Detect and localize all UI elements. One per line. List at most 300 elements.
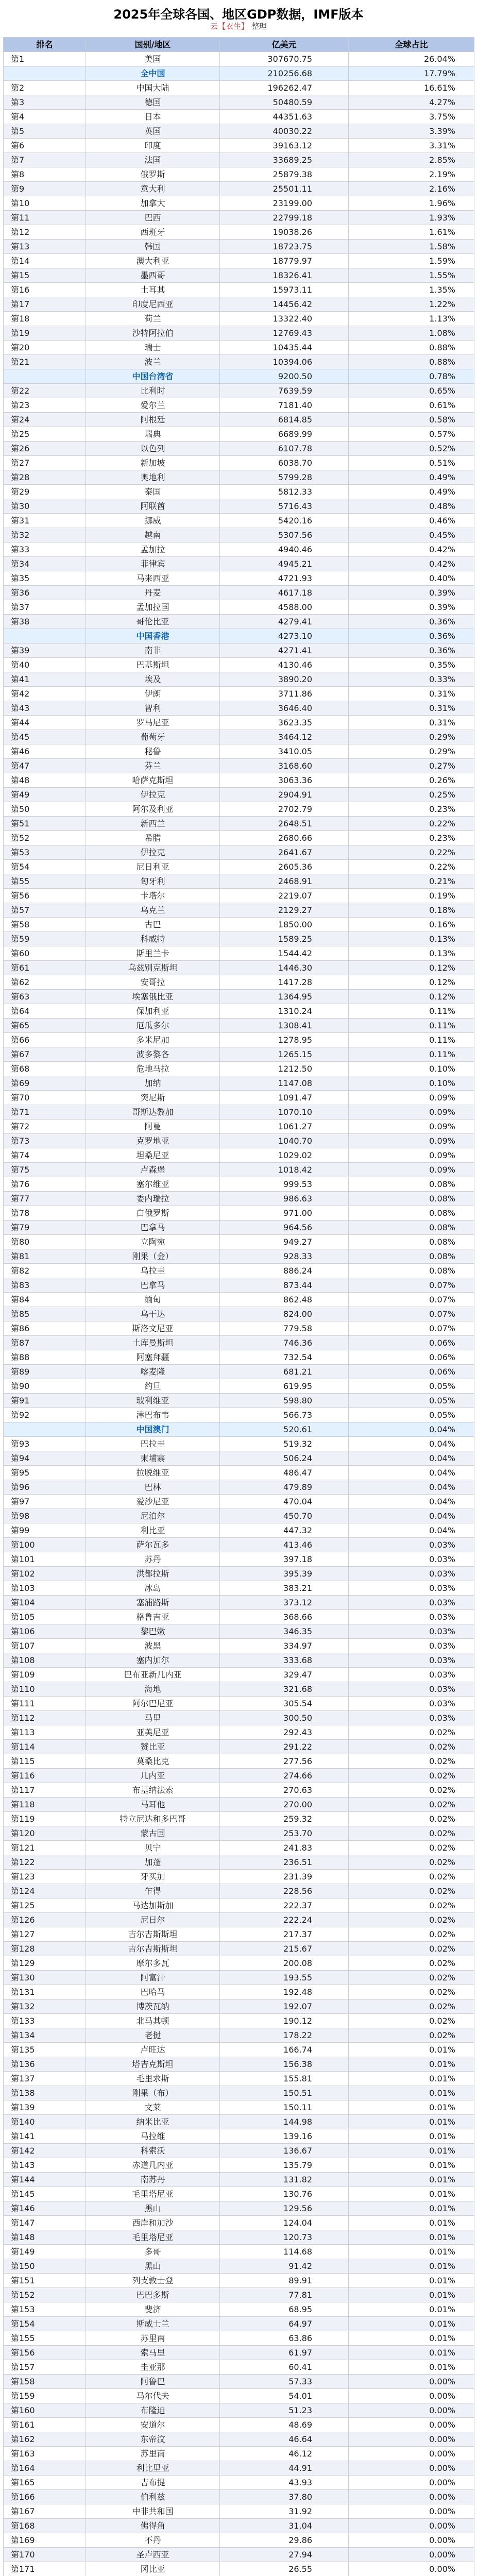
table-row bbox=[4, 1942, 474, 1956]
table-cell-country: 菲律宾 bbox=[86, 557, 220, 571]
table-cell-share: 0.02% bbox=[349, 1740, 474, 1754]
table-cell-rank: 第166 bbox=[4, 2490, 86, 2504]
table-cell-rank: 第87 bbox=[4, 1336, 86, 1350]
table-cell-rank: 第122 bbox=[4, 1855, 86, 1870]
table-cell-country: 索马里 bbox=[86, 2346, 220, 2360]
table-cell-share: 0.19% bbox=[349, 889, 474, 903]
table-cell-rank: 第94 bbox=[4, 1451, 86, 1466]
table-cell-gdp: 395.39 bbox=[220, 1567, 349, 1581]
table-cell-gdp: 57.33 bbox=[220, 2375, 349, 2389]
table-cell-country: 圣卢西亚 bbox=[86, 2548, 220, 2562]
table-row bbox=[4, 1307, 474, 1321]
table-cell-country: 英国 bbox=[86, 124, 220, 139]
table-cell-country: 西班牙 bbox=[86, 225, 220, 240]
table-cell-share: 0.01% bbox=[349, 2158, 474, 2173]
table-cell-share: 0.11% bbox=[349, 1033, 474, 1047]
table-cell-rank: 第59 bbox=[4, 932, 86, 946]
table-cell-rank: 第159 bbox=[4, 2389, 86, 2403]
table-cell-gdp: 4940.46 bbox=[220, 543, 349, 557]
table-row bbox=[4, 1812, 474, 1826]
table-cell-share: 0.03% bbox=[349, 1682, 474, 1697]
table-cell-gdp: 1364.95 bbox=[220, 990, 349, 1004]
table-row bbox=[4, 831, 474, 845]
table-cell-share: 2.19% bbox=[349, 167, 474, 182]
table-cell-rank: 第151 bbox=[4, 2274, 86, 2288]
table-row bbox=[4, 2533, 474, 2548]
table-cell-gdp: 291.22 bbox=[220, 1740, 349, 1754]
table-cell-rank: 第90 bbox=[4, 1379, 86, 1394]
table-row bbox=[4, 1076, 474, 1091]
table-cell-country: 孟加拉国 bbox=[86, 600, 220, 615]
table-row bbox=[4, 2158, 474, 2173]
table-row bbox=[4, 1552, 474, 1567]
table-cell-country: 布隆迪 bbox=[86, 2403, 220, 2418]
table-row bbox=[4, 2187, 474, 2201]
table-cell-share: 0.00% bbox=[349, 2476, 474, 2490]
table-cell-gdp: 383.21 bbox=[220, 1581, 349, 1596]
table-cell-share: 0.04% bbox=[349, 1422, 474, 1437]
table-cell-share: 0.02% bbox=[349, 1999, 474, 2014]
table-cell-share: 0.08% bbox=[349, 1221, 474, 1235]
table-cell-share: 0.00% bbox=[349, 2562, 474, 2576]
table-row bbox=[4, 1206, 474, 1221]
table-row bbox=[4, 2562, 474, 2576]
table-cell-rank: 第40 bbox=[4, 658, 86, 672]
table-row bbox=[4, 1394, 474, 1408]
table-cell-rank: 第124 bbox=[4, 1884, 86, 1899]
table-cell-country: 毛里塔尼亚 bbox=[86, 2230, 220, 2245]
table-cell-country: 黎巴嫩 bbox=[86, 1624, 220, 1639]
table-row bbox=[4, 1754, 474, 1769]
table-cell-gdp: 217.37 bbox=[220, 1927, 349, 1942]
table-cell-rank: 第146 bbox=[4, 2201, 86, 2216]
table-cell-rank: 第88 bbox=[4, 1350, 86, 1365]
table-cell-country: 加拿大 bbox=[86, 196, 220, 211]
table-cell-country: 卡塔尔 bbox=[86, 889, 220, 903]
table-cell-share: 0.52% bbox=[349, 442, 474, 456]
table-cell-gdp: 4273.10 bbox=[220, 629, 349, 643]
table-cell-share: 0.02% bbox=[349, 1870, 474, 1884]
table-cell-gdp: 114.68 bbox=[220, 2245, 349, 2259]
table-cell-rank: 第137 bbox=[4, 2072, 86, 2086]
table-cell-gdp: 873.44 bbox=[220, 1278, 349, 1293]
header-share: 全球占比 bbox=[349, 38, 474, 52]
table-cell-country: 安道尔 bbox=[86, 2418, 220, 2432]
table-cell-gdp: 31.04 bbox=[220, 2519, 349, 2533]
table-cell-gdp: 241.83 bbox=[220, 1841, 349, 1855]
table-cell-country: 巴拿马 bbox=[86, 1221, 220, 1235]
table-row bbox=[4, 1495, 474, 1509]
table-cell-rank: 第25 bbox=[4, 427, 86, 442]
table-row bbox=[4, 2230, 474, 2245]
table-cell-share: 0.42% bbox=[349, 557, 474, 571]
table-cell-share: 0.04% bbox=[349, 1451, 474, 1466]
table-row bbox=[4, 2317, 474, 2331]
table-cell-share: 0.10% bbox=[349, 1062, 474, 1076]
table-cell-gdp: 43.93 bbox=[220, 2476, 349, 2490]
table-cell-country: 瑞士 bbox=[86, 341, 220, 355]
table-cell-rank: 第41 bbox=[4, 672, 86, 687]
table-row bbox=[4, 1855, 474, 1870]
table-row bbox=[4, 759, 474, 773]
table-cell-gdp: 23199.00 bbox=[220, 196, 349, 211]
table-cell-country: 中国台湾省 bbox=[86, 369, 220, 384]
table-cell-country: 贝宁 bbox=[86, 1841, 220, 1855]
table-cell-gdp: 971.00 bbox=[220, 1206, 349, 1221]
source-author: 整理 bbox=[251, 22, 267, 31]
table-cell-share: 0.13% bbox=[349, 932, 474, 946]
table-cell-gdp: 22799.18 bbox=[220, 211, 349, 225]
table-cell-country: 巴基斯坦 bbox=[86, 658, 220, 672]
table-cell-share: 0.46% bbox=[349, 514, 474, 528]
table-cell-share: 0.02% bbox=[349, 1913, 474, 1927]
table-cell-share: 0.08% bbox=[349, 1235, 474, 1249]
table-cell-country: 巴西 bbox=[86, 211, 220, 225]
table-cell-rank: 第4 bbox=[4, 110, 86, 124]
table-cell-gdp: 3890.20 bbox=[220, 672, 349, 687]
table-cell-rank: 第26 bbox=[4, 442, 86, 456]
table-cell-share: 0.39% bbox=[349, 586, 474, 600]
table-cell-country: 多米尼加 bbox=[86, 1033, 220, 1047]
table-cell-gdp: 50480.59 bbox=[220, 95, 349, 110]
table-cell-rank: 第161 bbox=[4, 2418, 86, 2432]
table-cell-rank: 第61 bbox=[4, 961, 86, 975]
table-row bbox=[4, 1725, 474, 1740]
table-cell-country: 印度 bbox=[86, 139, 220, 153]
table-cell-share: 0.02% bbox=[349, 1971, 474, 1985]
table-cell-gdp: 1029.02 bbox=[220, 1148, 349, 1163]
table-cell-gdp: 31.92 bbox=[220, 2504, 349, 2519]
table-cell-gdp: 519.32 bbox=[220, 1437, 349, 1451]
table-cell-share: 0.03% bbox=[349, 1596, 474, 1610]
table-cell-rank: 第5 bbox=[4, 124, 86, 139]
table-cell-country: 越南 bbox=[86, 528, 220, 543]
table-cell-country: 阿塞拜疆 bbox=[86, 1350, 220, 1365]
table-cell-country: 埃及 bbox=[86, 672, 220, 687]
table-cell-gdp: 215.67 bbox=[220, 1942, 349, 1956]
table-cell-gdp: 136.67 bbox=[220, 2144, 349, 2158]
table-row bbox=[4, 124, 474, 139]
table-row bbox=[4, 2028, 474, 2043]
table-cell-rank: 第152 bbox=[4, 2288, 86, 2302]
table-cell-country: 芬兰 bbox=[86, 759, 220, 773]
table-cell-share: 0.03% bbox=[349, 1538, 474, 1552]
table-cell-rank: 第149 bbox=[4, 2245, 86, 2259]
table-cell-gdp: 5812.33 bbox=[220, 485, 349, 499]
table-cell-gdp: 1265.15 bbox=[220, 1047, 349, 1062]
table-cell-gdp: 999.53 bbox=[220, 1177, 349, 1192]
table-cell-rank: 第54 bbox=[4, 860, 86, 874]
table-cell-share: 0.08% bbox=[349, 1177, 474, 1192]
table-cell-rank: 第6 bbox=[4, 139, 86, 153]
table-cell-share: 0.23% bbox=[349, 831, 474, 845]
table-cell-rank: 第153 bbox=[4, 2302, 86, 2317]
table-row bbox=[4, 384, 474, 398]
table-cell-share: 0.03% bbox=[349, 1581, 474, 1596]
table-cell-rank: 第43 bbox=[4, 701, 86, 716]
table-cell-gdp: 33689.25 bbox=[220, 153, 349, 167]
table-cell-share: 2.16% bbox=[349, 182, 474, 196]
table-cell-rank: 第80 bbox=[4, 1235, 86, 1249]
table-cell-rank: 第128 bbox=[4, 1942, 86, 1956]
table-row bbox=[4, 946, 474, 961]
table-cell-share: 0.29% bbox=[349, 730, 474, 744]
table-cell-country: 日本 bbox=[86, 110, 220, 124]
table-cell-gdp: 506.24 bbox=[220, 1451, 349, 1466]
table-row bbox=[4, 1105, 474, 1120]
table-cell-gdp: 270.00 bbox=[220, 1798, 349, 1812]
table-row bbox=[4, 1221, 474, 1235]
table-row bbox=[4, 773, 474, 788]
table-cell-rank: 第51 bbox=[4, 817, 86, 831]
table-cell-rank: 第136 bbox=[4, 2057, 86, 2072]
table-cell-country: 加蓬 bbox=[86, 1855, 220, 1870]
table-cell-share: 0.09% bbox=[349, 1091, 474, 1105]
table-cell-gdp: 18326.41 bbox=[220, 268, 349, 283]
table-cell-share: 0.04% bbox=[349, 1523, 474, 1538]
table-row bbox=[4, 1451, 474, 1466]
table-cell-rank: 第15 bbox=[4, 268, 86, 283]
table-cell-share: 0.08% bbox=[349, 1249, 474, 1264]
table-cell-rank: 第57 bbox=[4, 903, 86, 918]
table-cell-share: 0.06% bbox=[349, 1336, 474, 1350]
table-cell-country: 中国澳门 bbox=[86, 1422, 220, 1437]
source-tag: 云【衣生】 bbox=[210, 22, 249, 31]
table-cell-rank: 第31 bbox=[4, 514, 86, 528]
table-cell-country: 俄罗斯 bbox=[86, 167, 220, 182]
gdp-table bbox=[3, 37, 474, 2576]
table-cell-gdp: 192.48 bbox=[220, 1985, 349, 1999]
table-cell-rank: 第116 bbox=[4, 1769, 86, 1783]
table-cell-share: 0.51% bbox=[349, 456, 474, 470]
table-cell-rank: 第132 bbox=[4, 1999, 86, 2014]
table-cell-gdp: 231.39 bbox=[220, 1870, 349, 1884]
table-cell-rank: 第134 bbox=[4, 2028, 86, 2043]
table-cell-share: 0.36% bbox=[349, 643, 474, 658]
table-cell-rank: 第105 bbox=[4, 1610, 86, 1624]
table-cell-rank: 第109 bbox=[4, 1668, 86, 1682]
table-cell-rank: 第69 bbox=[4, 1076, 86, 1091]
table-cell-share: 1.96% bbox=[349, 196, 474, 211]
table-cell-rank: 第24 bbox=[4, 413, 86, 427]
table-cell-country: 阿根廷 bbox=[86, 413, 220, 427]
table-cell-rank: 第107 bbox=[4, 1639, 86, 1653]
table-row bbox=[4, 2432, 474, 2447]
table-row bbox=[4, 860, 474, 874]
table-row bbox=[4, 297, 474, 312]
table-cell-share: 0.01% bbox=[349, 2259, 474, 2274]
table-cell-share: 0.45% bbox=[349, 528, 474, 543]
table-cell-share: 0.09% bbox=[349, 1163, 474, 1177]
table-row bbox=[4, 1264, 474, 1278]
table-cell-gdp: 222.37 bbox=[220, 1899, 349, 1913]
table-cell-gdp: 3623.35 bbox=[220, 716, 349, 730]
table-cell-share: 0.01% bbox=[349, 2057, 474, 2072]
table-row bbox=[4, 1192, 474, 1206]
table-cell-rank: 第138 bbox=[4, 2086, 86, 2100]
table-cell-country: 孟加拉 bbox=[86, 543, 220, 557]
table-cell-rank: 第77 bbox=[4, 1192, 86, 1206]
table-cell-gdp: 949.27 bbox=[220, 1235, 349, 1249]
table-row bbox=[4, 66, 474, 81]
table-cell-share: 0.13% bbox=[349, 946, 474, 961]
table-cell-country: 中非共和国 bbox=[86, 2504, 220, 2519]
table-header-row bbox=[4, 38, 474, 52]
table-cell-country: 莫桑比克 bbox=[86, 1754, 220, 1769]
table-cell-rank: 第97 bbox=[4, 1495, 86, 1509]
table-cell-country: 赞比亚 bbox=[86, 1740, 220, 1754]
table-cell-country: 阿联酋 bbox=[86, 499, 220, 514]
table-cell-share: 3.31% bbox=[349, 139, 474, 153]
table-cell-country: 文莱 bbox=[86, 2100, 220, 2115]
table-cell-rank: 第156 bbox=[4, 2346, 86, 2360]
table-cell-country: 加纳 bbox=[86, 1076, 220, 1091]
table-cell-rank: 第141 bbox=[4, 2129, 86, 2144]
table-cell-gdp: 470.04 bbox=[220, 1495, 349, 1509]
table-row bbox=[4, 874, 474, 889]
table-cell-share: 0.04% bbox=[349, 1437, 474, 1451]
table-cell-gdp: 200.08 bbox=[220, 1956, 349, 1971]
table-cell-gdp: 329.47 bbox=[220, 1668, 349, 1682]
table-cell-country: 保加利亚 bbox=[86, 1004, 220, 1019]
table-cell-gdp: 824.00 bbox=[220, 1307, 349, 1321]
table-cell-share: 0.02% bbox=[349, 1899, 474, 1913]
table-cell-gdp: 15973.11 bbox=[220, 283, 349, 297]
table-cell-share: 0.05% bbox=[349, 1394, 474, 1408]
table-cell-country: 古巴 bbox=[86, 918, 220, 932]
table-cell-rank: 第110 bbox=[4, 1682, 86, 1697]
table-cell-share: 0.12% bbox=[349, 961, 474, 975]
table-cell-gdp: 139.16 bbox=[220, 2129, 349, 2144]
table-cell-share: 0.03% bbox=[349, 1552, 474, 1567]
table-cell-rank: 第21 bbox=[4, 355, 86, 369]
table-cell-country: 海地 bbox=[86, 1682, 220, 1697]
table-cell-rank: 第20 bbox=[4, 341, 86, 355]
table-cell-rank: 第64 bbox=[4, 1004, 86, 1019]
table-cell-country: 伊拉克 bbox=[86, 788, 220, 802]
table-cell-gdp: 61.97 bbox=[220, 2346, 349, 2360]
table-cell-rank: 第133 bbox=[4, 2014, 86, 2028]
table-cell-rank: 第11 bbox=[4, 211, 86, 225]
table-cell-share: 0.01% bbox=[349, 2302, 474, 2317]
table-cell-rank: 第144 bbox=[4, 2173, 86, 2187]
table-cell-gdp: 5307.56 bbox=[220, 528, 349, 543]
table-cell-country: 不丹 bbox=[86, 2533, 220, 2548]
table-cell-share: 0.08% bbox=[349, 1206, 474, 1221]
table-cell-share: 0.03% bbox=[349, 1697, 474, 1711]
table-cell-rank: 第135 bbox=[4, 2043, 86, 2057]
table-cell-rank: 第126 bbox=[4, 1913, 86, 1927]
table-cell-gdp: 3410.05 bbox=[220, 744, 349, 759]
table-cell-country: 土耳其 bbox=[86, 283, 220, 297]
table-cell-gdp: 300.50 bbox=[220, 1711, 349, 1725]
table-cell-rank: 第67 bbox=[4, 1047, 86, 1062]
table-cell-country: 塞尔维亚 bbox=[86, 1177, 220, 1192]
table-cell-rank: 第9 bbox=[4, 182, 86, 196]
table-cell-rank: 第147 bbox=[4, 2216, 86, 2230]
table-cell-country: 沙特阿拉伯 bbox=[86, 326, 220, 341]
table-cell-country: 老挝 bbox=[86, 2028, 220, 2043]
table-cell-rank: 第33 bbox=[4, 543, 86, 557]
table-row bbox=[4, 1249, 474, 1264]
table-cell-country: 哥斯达黎加 bbox=[86, 1105, 220, 1120]
table-row bbox=[4, 81, 474, 95]
table-cell-country: 立陶宛 bbox=[86, 1235, 220, 1249]
table-cell-share: 0.04% bbox=[349, 1466, 474, 1480]
table-cell-rank: 第27 bbox=[4, 456, 86, 470]
table-cell-rank: 第73 bbox=[4, 1134, 86, 1148]
table-cell-rank: 第167 bbox=[4, 2504, 86, 2519]
table-cell-gdp: 5799.28 bbox=[220, 470, 349, 485]
table-cell-country: 全中国 bbox=[86, 66, 220, 81]
table-body bbox=[4, 52, 474, 2576]
table-cell-country: 格鲁吉亚 bbox=[86, 1610, 220, 1624]
table-row bbox=[4, 1509, 474, 1523]
table-cell-share: 0.88% bbox=[349, 341, 474, 355]
table-cell-share: 0.00% bbox=[349, 2389, 474, 2403]
table-cell-country: 西岸和加沙 bbox=[86, 2216, 220, 2230]
table-row bbox=[4, 1437, 474, 1451]
table-cell-share: 0.36% bbox=[349, 615, 474, 629]
table-cell-share: 1.59% bbox=[349, 254, 474, 268]
table-cell-country: 新加坡 bbox=[86, 456, 220, 470]
table-cell-rank: 第165 bbox=[4, 2476, 86, 2490]
table-cell-rank: 第7 bbox=[4, 153, 86, 167]
table-cell-country: 赤道几内亚 bbox=[86, 2158, 220, 2173]
table-cell-rank: 第38 bbox=[4, 615, 86, 629]
table-cell-country: 科索沃 bbox=[86, 2144, 220, 2158]
table-row bbox=[4, 788, 474, 802]
table-row bbox=[4, 1870, 474, 1884]
table-cell-share: 0.36% bbox=[349, 629, 474, 643]
table-row bbox=[4, 716, 474, 730]
table-cell-country: 白俄罗斯 bbox=[86, 1206, 220, 1221]
table-cell-gdp: 274.66 bbox=[220, 1769, 349, 1783]
table-cell-rank: 第23 bbox=[4, 398, 86, 413]
table-cell-share: 0.00% bbox=[349, 2403, 474, 2418]
table-cell-country: 尼日尔 bbox=[86, 1913, 220, 1927]
table-cell-country: 秘鲁 bbox=[86, 744, 220, 759]
table-cell-rank: 第55 bbox=[4, 874, 86, 889]
table-cell-country: 几内亚 bbox=[86, 1769, 220, 1783]
table-cell-country: 巴布亚新几内亚 bbox=[86, 1668, 220, 1682]
table-row bbox=[4, 658, 474, 672]
table-row bbox=[4, 1884, 474, 1899]
table-cell-share: 0.01% bbox=[349, 2100, 474, 2115]
table-cell-gdp: 46.64 bbox=[220, 2432, 349, 2447]
table-row bbox=[4, 1567, 474, 1581]
table-cell-gdp: 13322.40 bbox=[220, 312, 349, 326]
table-row bbox=[4, 283, 474, 297]
table-cell-rank: 第2 bbox=[4, 81, 86, 95]
table-cell-share: 3.39% bbox=[349, 124, 474, 139]
table-cell-share: 0.26% bbox=[349, 773, 474, 788]
table-cell-country: 刚果（金） bbox=[86, 1249, 220, 1264]
table-cell-gdp: 333.68 bbox=[220, 1653, 349, 1668]
table-cell-country: 巴巴多斯 bbox=[86, 2288, 220, 2302]
table-cell-country: 斯威士兰 bbox=[86, 2317, 220, 2331]
table-cell-gdp: 566.73 bbox=[220, 1408, 349, 1422]
table-cell-share: 0.22% bbox=[349, 845, 474, 860]
table-cell-share: 0.31% bbox=[349, 701, 474, 716]
table-cell-gdp: 14456.42 bbox=[220, 297, 349, 312]
table-cell-gdp: 3464.12 bbox=[220, 730, 349, 744]
table-cell-rank: 第160 bbox=[4, 2403, 86, 2418]
table-row bbox=[4, 990, 474, 1004]
table-cell-country: 罗马尼亚 bbox=[86, 716, 220, 730]
table-cell-rank: 第10 bbox=[4, 196, 86, 211]
table-cell-country: 哥伦比亚 bbox=[86, 615, 220, 629]
